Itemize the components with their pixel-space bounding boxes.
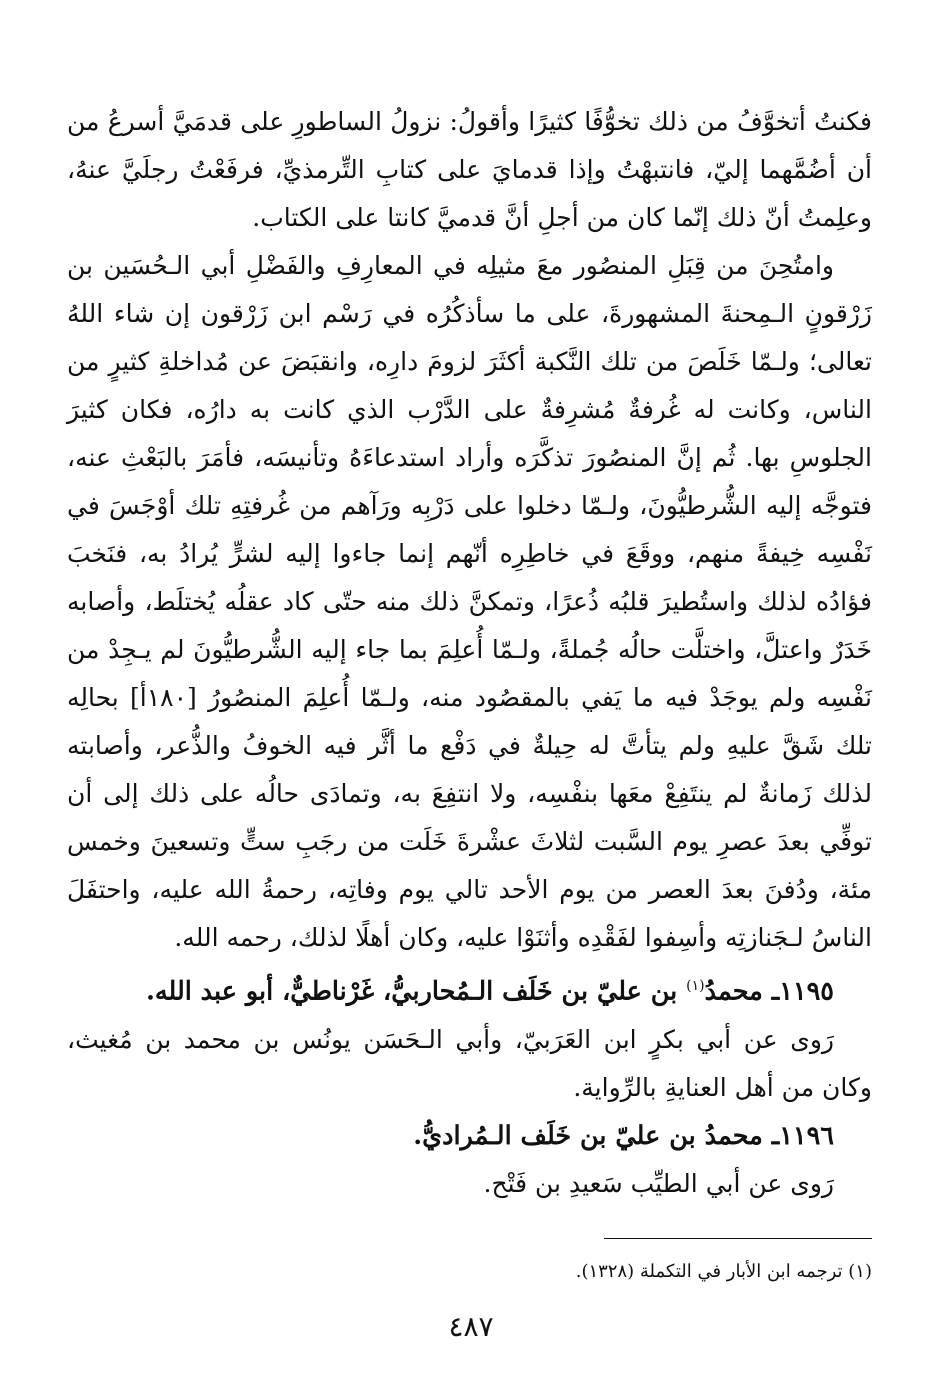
entry-heading-1195: [67, 962, 872, 1016]
entry-text-1195: رَوى عن أبي بكرٍ ابن العَرَبيّ، وأبي الـحَسَن يونُس بن محمد بن مُغيث، وكان من أهل العنايةِ بالرِّواية.: [67, 1024, 872, 1102]
page-number: ٤٨٧: [448, 1310, 494, 1343]
main-text-block: [67, 98, 872, 1208]
entry-name-rest: بن عليّ بن خَلَف الـمُحاربيُّ، غَرْناطيٌّ، أبو عبد الله.: [145, 976, 687, 1007]
footnote: (١) ترجمه ابن الأبار في التكملة (١٣٢٨).: [575, 1261, 872, 1282]
entry-number: ١١٩٥: [779, 976, 834, 1007]
paragraph-2: وامتُحِنَ من قِبَلِ المنصُور معَ مثيلِه في المعارِفِ والفَضْلِ أبي الـحُسَين بن زَرْقونٍ الـمِحنةَ المشهورةَ، على ما سأذكُرُه في رَسْم ابن زَرْقون إن شاء اللهُ تعالى؛ ولـمّا خَلَصَ من تلك النَّكبة أكثَرَ لزومَ دارِه، وانقبَضَ عن مُداخلةِ كثيرٍ من الناس، وكانت له غُرفةٌ مُشرِفةٌ على الدَّرْب الذي كانت به دارُه، فكان كثيرَ الجلوسِ بها. ثُم إنَّ المنصُورَ تذكَّرَه وأراد استدعاءَهُ وتأنيسَه، فأمَرَ بالبَعْثِ عنه، فتوجَّه إليه الشُّرطيُّونَ، ولـمّا دخلوا على دَرْبِه ورَآهم من غُرفتِهِ تلك أوْجَسَ في نَفْسِه خِيفةً منهم، ووقَعَ في خاطِرِه أنّهم إنما جاءوا إليه لشرٍّ يُرادُ به، فنَخبَ فؤادُه لذلك واستُطيرَ قلبُه ذُعرًا، وتمكنَّ ذلك منه حتّى كاد عقلُه يُختلَط، وأصابه خَدَرٌ واعتلَّ، واختلَّت حالُه جُملةً، ولـمّا أُعلِمَ بما جاء إليه الشُّرطيُّونَ لم يـجِدْ من نَفْسِه ولم يوجَدْ فيه ما يَفي بالمقصُود منه، ولـمّا أُعلِمَ المنصُورُ [١٨٠أ] بحالِه تلك شَقَّ عليهِ ولم يتأتَّ له حِيلةٌ في دَفْع ما أثَّر فيه الخوفُ والذُّعر، وأصابته لذلك زَمانةٌ لم ينتَفِعْ معَها بنفْسِه، ولا انتفِعَ به، وتمادَى حالُه على ذلك إلى أن توفِّي بعدَ عصرِ يوم السَّبت لثلاثَ عشْرةَ خَلَت من رجَبِ ستٍّ وتسعينَ وخمس مئة، ودُفنَ بعدَ العصر من يوم الأحد تالي يوم وفاتِه، رحمةُ الله عليه، واحتفَلَ الناسُ لـجَنازتِه وأسِفوا لفَقْدِه وأثنَوْا عليه، وكان أهلًا لذلك، رحمه الله.: [67, 251, 872, 952]
entry-heading-1196: [67, 1112, 872, 1160]
footnote-marker: (١): [686, 978, 705, 994]
paragraph-1: فكنتُ أتخوَّفُ من ذلك تخوُّفًا كثيرًا وأقولُ: نزولُ الساطورِ على قدمَيَّ أسرعُ من أن أضُمَّهما إليّ، فانتبهْتُ وإذا قدمايَ على كتابِ التِّرمذيِّ، فرفَعْتُ رجلَيَّ عنهُ، وعلِمتُ أنّ ذلك إنّما كان من أجلِ أنَّ قدميَّ كانتا على الكتاب.: [67, 107, 872, 232]
entry-name: محمدُ: [704, 976, 763, 1007]
entry-text-1196: رَوى عن أبي الطيِّب سَعيدِ بن فَتْح.: [483, 1168, 834, 1198]
footnote-divider: [604, 1238, 872, 1239]
entry-number: ١١٩٦: [779, 1120, 834, 1151]
entry-name: محمدُ بن عليّ بن خَلَف الـمُراديُّ.: [413, 1120, 763, 1151]
entry-separator: ـ: [762, 1120, 780, 1151]
entry-separator: ـ: [762, 976, 780, 1007]
